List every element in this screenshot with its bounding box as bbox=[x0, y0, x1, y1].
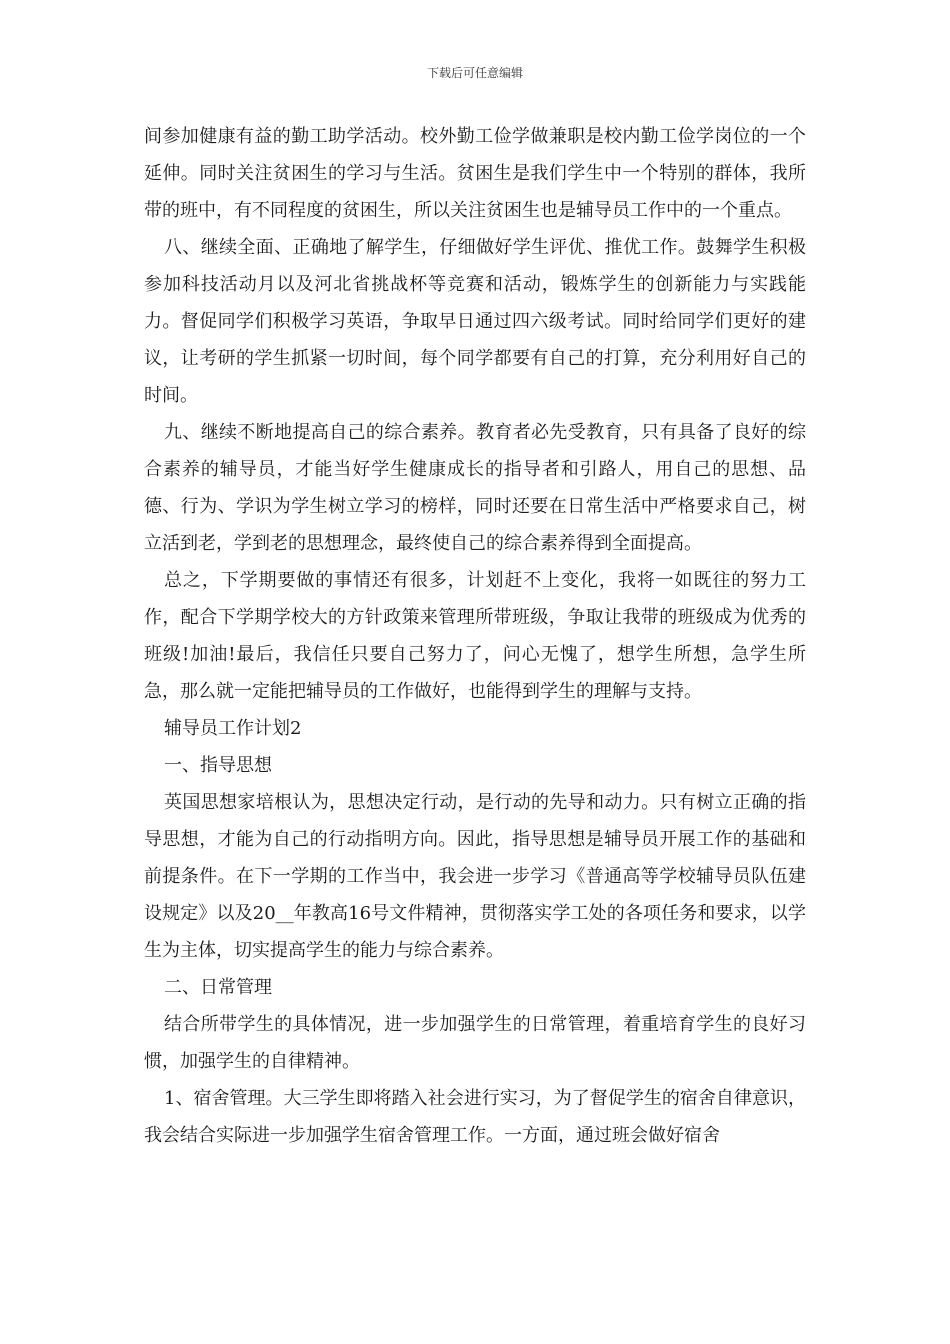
paragraph-dorm-management: 1、宿舍管理。大三学生即将踏入社会进行实习，为了督促学生的宿舍自律意识，我会结合实际进一步加强学生宿舍管理工作。一方面，通过班会做好宿舍 bbox=[144, 1088, 806, 1146]
heading-daily-management: 二、日常管理 bbox=[164, 977, 272, 998]
paragraph-work-study: 间参加健康有益的勤工助学活动。校外勤工俭学做兼职是校内勤工俭学岗位的一个延伸。同时关注贫困生的学习与生活。贫困生是我们学生中一个特别的群体，我所带的班中，有不同程度的贫困生，所以关注贫困生也是辅导员工作中的一个重点。 bbox=[144, 126, 806, 221]
paragraph-daily-management: 结合所带学生的具体情况，进一步加强学生的日常管理，着重培育学生的良好习惯，加强学生的自律精神。 bbox=[144, 1014, 806, 1072]
page-header-note: 下载后可任意编辑 bbox=[426, 66, 523, 80]
paragraph-evaluation: 八、继续全面、正确地了解学生，仔细做好学生评优、推优工作。鼓舞学生积极参加科技活动月以及河北省挑战杯等竞赛和活动，锻炼学生的创新能力与实践能力。督促同学们积极学习英语，争取早日通过四六级考试。同时给同学们更好的建议，让考研的学生抓紧一切时间，每个同学都要有自己的打算，充分利用好自己的时间。 bbox=[144, 237, 806, 406]
heading-guiding-thought: 一、指导思想 bbox=[164, 755, 272, 776]
document-body bbox=[144, 118, 806, 1154]
section-title-plan-2: 辅导员工作计划2 bbox=[164, 718, 302, 739]
paragraph-guiding-thought: 英国思想家培根认为，思想决定行动，是行动的先导和动力。只有树立正确的指导思想，才能为自己的行动指明方向。因此，指导思想是辅导员开展工作的基础和前提条件。在下一学期的工作当中，我会进一步学习《普通高等学校辅导员队伍建设规定》以及20__年教高16号文件精神，贯彻落实学工处的各项任务和要求，以学生为主体，切实提高学生的能力与综合素养。 bbox=[144, 792, 806, 961]
paragraph-self-improvement: 九、继续不断地提高自己的综合素养。教育者必先受教育，只有具备了良好的综合素养的辅导员，才能当好学生健康成长的指导者和引路人，用自己的思想、品德、行为、学识为学生树立学习的榜样，同时还要在日常生活中严格要求自己，树立活到老，学到老的思想理念，最终使自己的综合素养得到全面提高。 bbox=[144, 422, 806, 554]
paragraph-conclusion: 总之，下学期要做的事情还有很多，计划赶不上变化，我将一如既往的努力工作，配合下学期学校大的方针政策来管理所带班级，争取让我带的班级成为优秀的班级!加油!最后，我信任只要自己努力了，问心无愧了，想学生所想，急学生所急，那么就一定能把辅导员的工作做好，也能得到学生的理解与支持。 bbox=[144, 570, 806, 702]
